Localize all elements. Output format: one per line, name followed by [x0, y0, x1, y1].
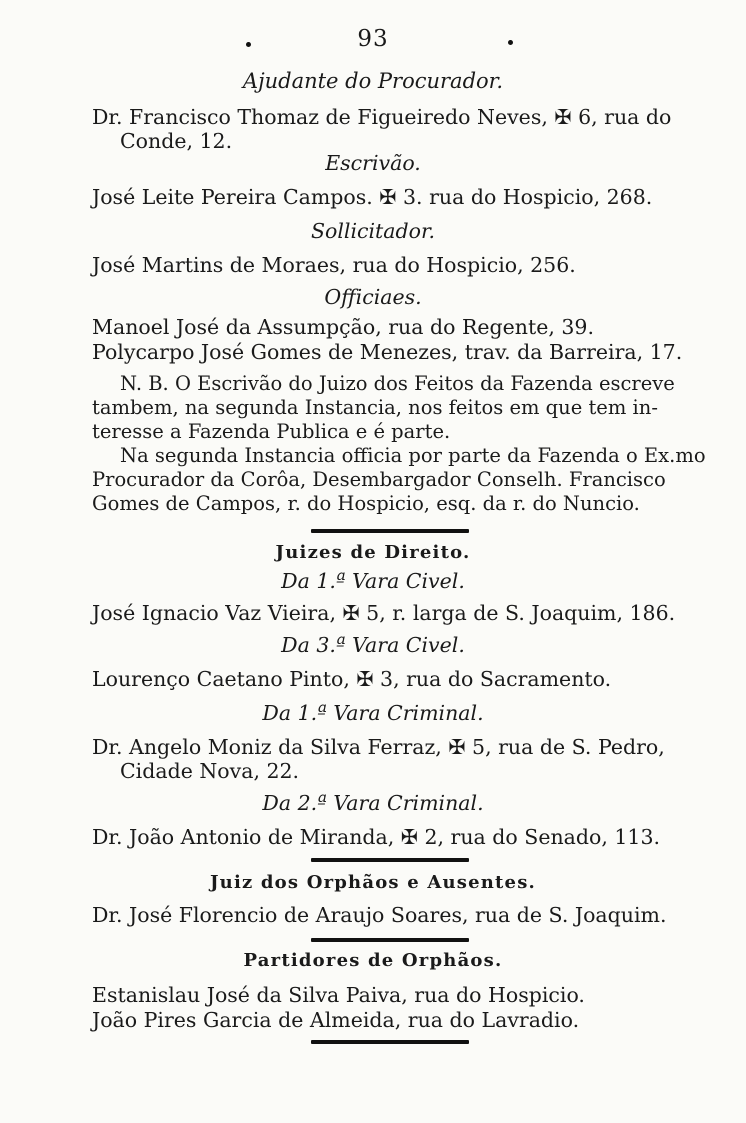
note-line: Gomes de Campos, r. do Hospicio, esq. da r. do Nuncio.	[92, 492, 640, 515]
entry-line: Dr. Francisco Thomaz de Figueiredo Neves, ✠ 6, rua do	[92, 105, 672, 129]
heading-officiaes: Officiaes.	[324, 285, 422, 309]
entry-line: Estanislau José da Silva Paiva, rua do Hospicio.	[92, 983, 585, 1007]
note-line: teresse a Fazenda Publica e é parte.	[92, 420, 451, 443]
subheading-vara: Da 2.ª Vara Criminal.	[262, 791, 484, 815]
entry-line: Lourenço Caetano Pinto, ✠ 3, rua do Sacramento.	[92, 667, 612, 691]
entry-line: Dr. João Antonio de Miranda, ✠ 2, rua do Senado, 113.	[92, 825, 661, 849]
section-rule	[311, 1040, 469, 1044]
note-line: Procurador da Corôa, Desembargador Conselh. Francisco	[92, 468, 666, 491]
section-rule	[311, 938, 469, 942]
entry-line: Manoel José da Assumpção, rua do Regente, 39.	[92, 315, 594, 339]
note-line: tambem, na segunda Instancia, nos feitos em que tem in-	[92, 396, 658, 419]
subheading-vara: Da 1.ª Vara Criminal.	[262, 701, 484, 725]
heading-juiz-orphaos: Juiz dos Orphãos e Ausentes.	[209, 872, 537, 893]
entry-line: José Martins de Moraes, rua do Hospicio, 256.	[92, 253, 576, 277]
entry-line: José Ignacio Vaz Vieira, ✠ 5, r. larga de S. Joaquim, 186.	[92, 601, 676, 625]
heading-juizes-de-direito: Juizes de Direito.	[275, 542, 471, 563]
note-line: N. B. O Escrivão do Juizo dos Feitos da Fazenda escreve	[120, 372, 675, 395]
entry-line: José Leite Pereira Campos. ✠ 3. rua do Hospicio, 268.	[92, 185, 653, 209]
heading-partidores: Partidores de Orphãos.	[243, 950, 503, 971]
entry-line: Polycarpo José Gomes de Menezes, trav. da Barreira, 17.	[92, 340, 683, 364]
entry-line: Conde, 12.	[120, 129, 233, 153]
subheading-vara: Da 3.ª Vara Civel.	[281, 633, 465, 657]
section-rule	[311, 529, 469, 533]
page-number: 93	[357, 26, 389, 52]
entry-line: Dr. Angelo Moniz da Silva Ferraz, ✠ 5, rua de S. Pedro,	[92, 735, 665, 759]
subheading-vara: Da 1.ª Vara Civel.	[281, 569, 465, 593]
entry-line: Cidade Nova, 22.	[120, 759, 300, 783]
heading-sollicitador: Sollicitador.	[310, 219, 436, 243]
heading-escrivao: Escrivão.	[325, 151, 421, 175]
entry-line: João Pires Garcia de Almeida, rua do Lavradio.	[92, 1008, 580, 1032]
heading-ajudante: Ajudante do Procurador.	[242, 69, 504, 93]
section-rule	[311, 858, 469, 862]
ornament-dot-right	[508, 40, 513, 45]
entry-line: Dr. José Florencio de Araujo Soares, rua de S. Joaquim.	[92, 903, 667, 927]
note-line: Na segunda Instancia officia por parte da Fazenda o Ex.mo	[120, 444, 706, 467]
